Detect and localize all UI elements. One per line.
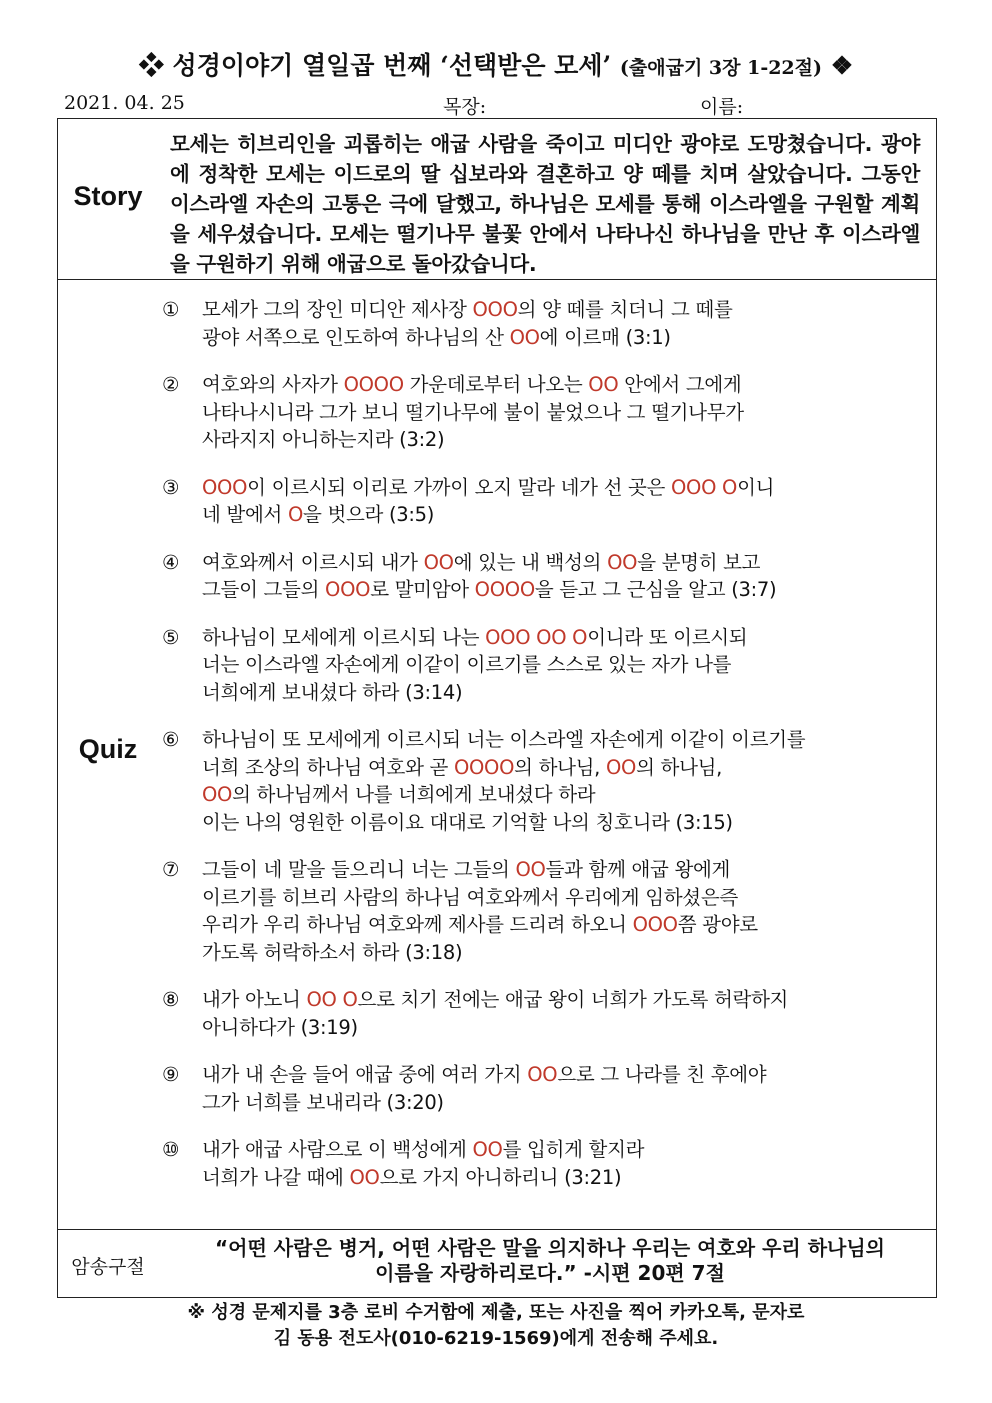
quiz-text: 을 듣고 그 근심을 알고 (3:7) [534, 578, 777, 601]
quiz-item [162, 856, 932, 966]
quiz-list [162, 296, 932, 1211]
quiz-text: 하나님이 모세에게 이르시되 나는 [202, 625, 486, 649]
quiz-line [202, 549, 932, 577]
quiz-text: 가운데로부터 나오는 [403, 373, 589, 396]
quiz-text: 사라지지 아니하는지라 (3:2) [202, 428, 445, 451]
quiz-text: 그들이 그들의 [202, 578, 326, 601]
quiz-line [202, 576, 932, 604]
title-main: ❖ 성경이야기 열일곱 번째 ‘선택받은 모세’ [138, 51, 612, 80]
quiz-text: 이니라 또 이르시되 [587, 625, 748, 649]
quiz-line [202, 1014, 932, 1042]
answer-blank: OO [527, 1063, 558, 1086]
answer-blank: OO [515, 858, 546, 881]
quiz-item [162, 986, 932, 1041]
answer-blank: OO O [306, 988, 358, 1011]
quiz-text: 이르기를 히브리 사람의 하나님 여호와께서 우리에게 임하셨은즉 [202, 885, 738, 909]
quiz-text: 너희 조상의 하나님 여호와 곧 [202, 755, 454, 779]
quiz-line [202, 371, 932, 399]
quiz-text: 너는 이스라엘 자손에게 이같이 이르기를 스스로 있는 자가 나를 [202, 653, 732, 676]
quiz-item [162, 1136, 932, 1191]
answer-blank: OOO O [670, 475, 738, 499]
quiz-line [202, 501, 932, 529]
quiz-text: 아니하다가 (3:19) [202, 1015, 358, 1039]
quiz-line [202, 296, 932, 324]
quiz-item [162, 549, 932, 604]
quiz-text: 에 이르매 (3:1) [539, 325, 671, 349]
quiz-item [162, 726, 932, 836]
quiz-text: 여호와께서 이르시되 내가 [202, 550, 424, 574]
footer-line: ※ 성경 문제지를 3층 로비 수거함에 제출, 또는 사진을 찍어 카카오톡, 문자로 [187, 1302, 805, 1323]
quiz-item [162, 474, 932, 529]
quiz-number: ⑨ [162, 1063, 180, 1086]
quiz-text: 모세가 그의 장인 미디안 제사장 [202, 298, 473, 321]
quiz-text: 광야 서쪽으로 인도하여 하나님의 산 [202, 325, 510, 349]
memory-verse-text [170, 1236, 930, 1286]
quiz-line [202, 911, 932, 939]
quiz-text: 이 이르시되 이리로 가까이 오지 말라 네가 선 곳은 [247, 475, 671, 499]
quiz-label: Quiz [78, 734, 138, 764]
quiz-line [202, 809, 932, 837]
quiz-text: 그가 너희를 보내리라 (3:20) [202, 1090, 444, 1114]
quiz-text: 너희에게 보내셨다 하라 (3:14) [202, 680, 463, 704]
pasture-label: 목장: [443, 96, 487, 118]
answer-blank: OOOO [343, 373, 404, 396]
story-label: Story [73, 181, 143, 211]
quiz-line [202, 474, 932, 502]
answer-blank: OOO [325, 578, 371, 601]
quiz-text: 가도록 허락하소서 하라 (3:18) [202, 940, 463, 964]
quiz-line [202, 754, 932, 782]
quiz-line [202, 1136, 932, 1164]
quiz-line [202, 856, 932, 884]
answer-blank: OOOO [453, 755, 515, 779]
answer-blank: OO [607, 550, 638, 574]
answer-blank: OO [509, 325, 540, 349]
quiz-text: 네 발에서 [202, 503, 288, 526]
quiz-text: 이는 나의 영원한 이름이요 대대로 기억할 나의 칭호니라 (3:15) [202, 810, 733, 834]
quiz-text: 의 하나님, [514, 755, 606, 779]
quiz-row [58, 280, 936, 1230]
quiz-number: ⑩ [162, 1138, 180, 1161]
quiz-text: 의 하나님, [636, 755, 723, 779]
memory-verse-row [58, 1230, 936, 1297]
quiz-text: 들과 함께 애굽 왕에게 [545, 858, 731, 881]
date: 2021. 04. 25 [64, 92, 185, 114]
quiz-text: 을 분명히 보고 [637, 550, 761, 574]
quiz-text: 내가 애굽 사람으로 이 백성에게 [202, 1138, 473, 1161]
memory-verse-label: 암송구절 [71, 1256, 145, 1278]
quiz-item [162, 1061, 932, 1116]
quiz-line [202, 624, 932, 652]
page-title [0, 46, 992, 82]
quiz-line [202, 1089, 932, 1117]
answer-blank: OOOO [474, 578, 535, 601]
answer-blank: OOO [472, 298, 518, 321]
quiz-item [162, 371, 932, 454]
quiz-text: 내가 내 손을 들어 애굽 중에 여러 가지 [202, 1063, 528, 1086]
quiz-item [162, 624, 932, 707]
memory-verse-line: “어떤 사람은 병거, 어떤 사람은 말을 의지하나 우리는 여호와 우리 하나님의 [215, 1236, 885, 1260]
answer-blank: OO [588, 373, 619, 396]
name-label: 이름: [700, 96, 744, 118]
quiz-text: 내가 아노니 [202, 988, 307, 1011]
answer-blank: OO [423, 550, 454, 574]
title-sub: (출애굽기 3장 1-22절) [619, 57, 822, 79]
quiz-text: 쯤 광야로 [677, 913, 758, 936]
quiz-text: 우리가 우리 하나님 여호와께 제사를 드리려 하오니 [202, 913, 633, 936]
answer-blank: OO [349, 1165, 380, 1189]
answer-blank: OO [605, 755, 637, 779]
quiz-number: ③ [162, 475, 180, 499]
quiz-text: 여호와의 사자가 [202, 373, 344, 396]
quiz-number: ⑦ [162, 858, 180, 881]
quiz-text: 하나님이 또 모세에게 이르시되 너는 이스라엘 자손에게 이같이 이르기를 [202, 728, 806, 751]
quiz-text: 안에서 그에게 [618, 373, 742, 396]
quiz-text: 나타나시니라 그가 보니 떨기나무에 불이 붙었으나 그 떨기나무가 [202, 400, 744, 424]
quiz-line [202, 679, 932, 707]
quiz-text: 으로 치기 전에는 애굽 왕이 너희가 가도록 허락하지 [357, 988, 789, 1011]
quiz-line [202, 884, 932, 912]
answer-blank: OOO OO O [485, 625, 588, 649]
quiz-text: 으로 그 나라를 친 후에야 [557, 1063, 767, 1086]
quiz-item [162, 296, 932, 351]
quiz-line [202, 986, 932, 1014]
quiz-text: 로 말미암아 [370, 578, 475, 601]
quiz-number: ② [162, 373, 180, 396]
quiz-text: 을 벗으라 (3:5) [303, 503, 435, 526]
title-end-symbol: ❖ [830, 51, 854, 80]
quiz-text: 의 하나님께서 나를 너희에게 보내셨다 하라 [232, 783, 596, 806]
quiz-line [202, 1061, 932, 1089]
quiz-text: 너희가 나갈 때에 [202, 1165, 350, 1189]
quiz-text: 으로 가지 아니하리니 (3:21) [379, 1165, 622, 1189]
footer-note [0, 1300, 992, 1352]
quiz-number: ⑤ [162, 625, 180, 649]
quiz-text: 에 있는 내 백성의 [453, 550, 608, 574]
quiz-number: ⑥ [162, 728, 180, 751]
quiz-line [202, 324, 932, 352]
answer-blank: OO [472, 1138, 503, 1161]
memory-verse-line: 이름을 자랑하리로다.” -시편 20편 7절 [375, 1261, 725, 1285]
quiz-line [202, 781, 932, 809]
quiz-text: 를 입히게 할지라 [502, 1138, 645, 1161]
quiz-text: 의 양 떼를 치더니 그 떼를 [517, 298, 733, 321]
quiz-number: ④ [162, 550, 180, 574]
quiz-line [202, 426, 932, 454]
quiz-line [202, 726, 932, 754]
answer-blank: OOO [202, 475, 248, 499]
quiz-number: ① [162, 298, 180, 321]
answer-blank: OO [202, 783, 233, 806]
story-text: 모세는 히브리인을 괴롭히는 애굽 사람을 죽이고 미디안 광야로 도망쳤습니다. 광야에 정착한 모세는 이드로의 딸 십보라와 결혼하고 양 떼를 치며 살았습니다. 그동안 이스라엘 자손의 고통은 극에 달했고, 하나님은 모세를 통해 이스라엘을 구원할 계획을 세우셨습니다. 모세는 떨기나무 불꽃 안에서 나타나신 하나님을 만난 후 이스라엘을 구원하기 위해 애굽으로 돌아갔습니다. [170, 132, 920, 276]
quiz-text: 이니 [737, 475, 775, 499]
quiz-line [202, 939, 932, 967]
answer-blank: O [287, 503, 304, 526]
worksheet-table [57, 118, 937, 1298]
footer-line: 김 동용 전도사(010-6219-1569)에게 전송해 주세요. [273, 1328, 719, 1349]
story-row [58, 119, 936, 280]
quiz-line [202, 1164, 932, 1192]
quiz-line [202, 399, 932, 427]
quiz-text: 그들이 네 말을 들으리니 너는 그들의 [202, 858, 516, 881]
answer-blank: OOO [632, 913, 678, 936]
quiz-number: ⑧ [162, 988, 180, 1011]
quiz-line [202, 651, 932, 679]
